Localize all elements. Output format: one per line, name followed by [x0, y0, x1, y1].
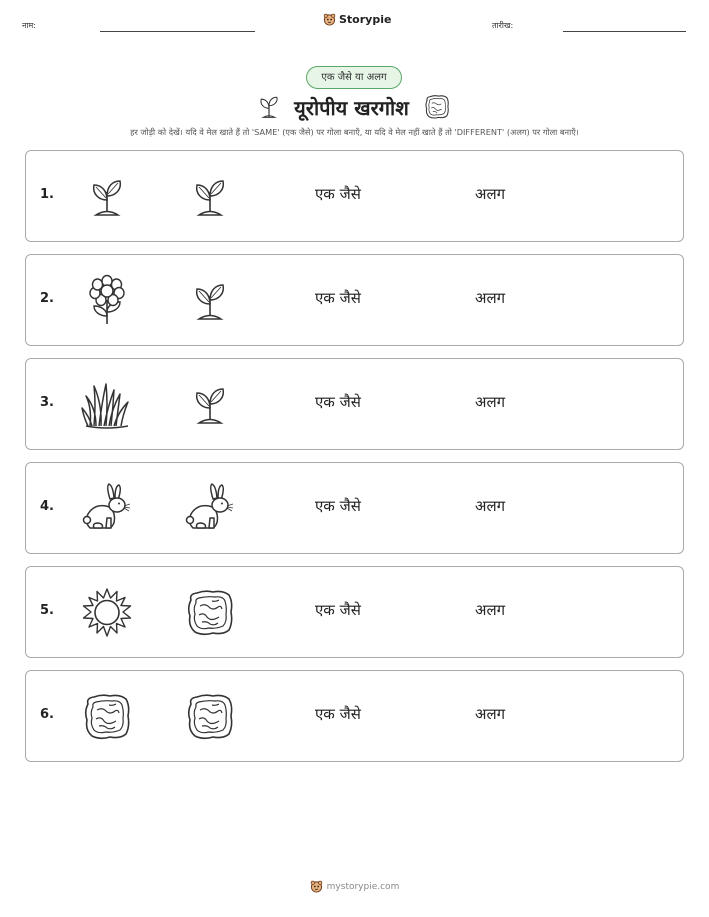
question-row — [25, 150, 684, 242]
question-row — [25, 254, 684, 346]
date-label: तारीख: — [492, 21, 514, 30]
option-same[interactable]: एक जैसे — [315, 185, 361, 203]
sprout-icon — [80, 170, 134, 224]
question-number: 5. — [40, 603, 54, 618]
option-same[interactable]: एक जैसे — [315, 393, 361, 411]
brand-logo — [323, 13, 391, 26]
burrow-icon — [80, 690, 134, 744]
page-title: यूरोपीय खरगोश — [294, 95, 409, 120]
option-different[interactable]: अलग — [475, 497, 506, 515]
question-row — [25, 670, 684, 762]
name-field-line[interactable] — [100, 31, 255, 32]
question-row — [25, 566, 684, 658]
option-different[interactable]: अलग — [475, 289, 506, 307]
option-different[interactable]: अलग — [475, 185, 506, 203]
rabbit-icon — [80, 482, 134, 536]
storypie-mascot-icon — [323, 13, 336, 26]
storypie-mascot-icon — [310, 880, 323, 893]
sprout-icon — [183, 274, 237, 328]
title-row — [0, 90, 709, 124]
rabbit-icon — [183, 482, 237, 536]
option-different[interactable]: अलग — [475, 601, 506, 619]
instructions: हर जोड़ी को देखें। यदि वे मेल खाते हैं तो 'SAME' (एक जैसे) पर गोला बनाएँ, या यदि वे मेल नहीं खाते हैं तो 'DIFFERENT' (अलग) पर गोला बनाएँ। — [130, 127, 579, 137]
question-row — [25, 358, 684, 450]
question-number: 1. — [40, 187, 54, 202]
question-number: 6. — [40, 707, 54, 722]
footer-site-link[interactable]: mystorypie.com — [326, 881, 400, 892]
option-different[interactable]: अलग — [475, 393, 506, 411]
grass-icon — [80, 378, 134, 432]
question-number: 3. — [40, 395, 54, 410]
question-number: 2. — [40, 291, 54, 306]
page-header — [0, 0, 709, 40]
brand-name: Storypie — [339, 13, 392, 26]
option-same[interactable]: एक जैसे — [315, 601, 361, 619]
sprout-icon — [183, 170, 237, 224]
option-same[interactable]: एक जैसे — [315, 497, 361, 515]
question-row — [25, 462, 684, 554]
option-different[interactable]: अलग — [475, 705, 506, 723]
question-number: 4. — [40, 499, 54, 514]
sun-icon — [80, 586, 134, 640]
option-same[interactable]: एक जैसे — [315, 289, 361, 307]
page-footer — [0, 880, 709, 893]
flower-icon — [80, 274, 134, 328]
burrow-icon — [183, 586, 237, 640]
sprout-icon — [256, 94, 282, 120]
burrow-icon — [183, 690, 237, 744]
name-label: नाम: — [22, 21, 36, 30]
burrow-icon — [421, 93, 453, 121]
date-field-line[interactable] — [563, 31, 686, 32]
sprout-icon — [183, 378, 237, 432]
option-same[interactable]: एक जैसे — [315, 705, 361, 723]
worksheet-type-badge: एक जैसे या अलग — [306, 66, 402, 89]
